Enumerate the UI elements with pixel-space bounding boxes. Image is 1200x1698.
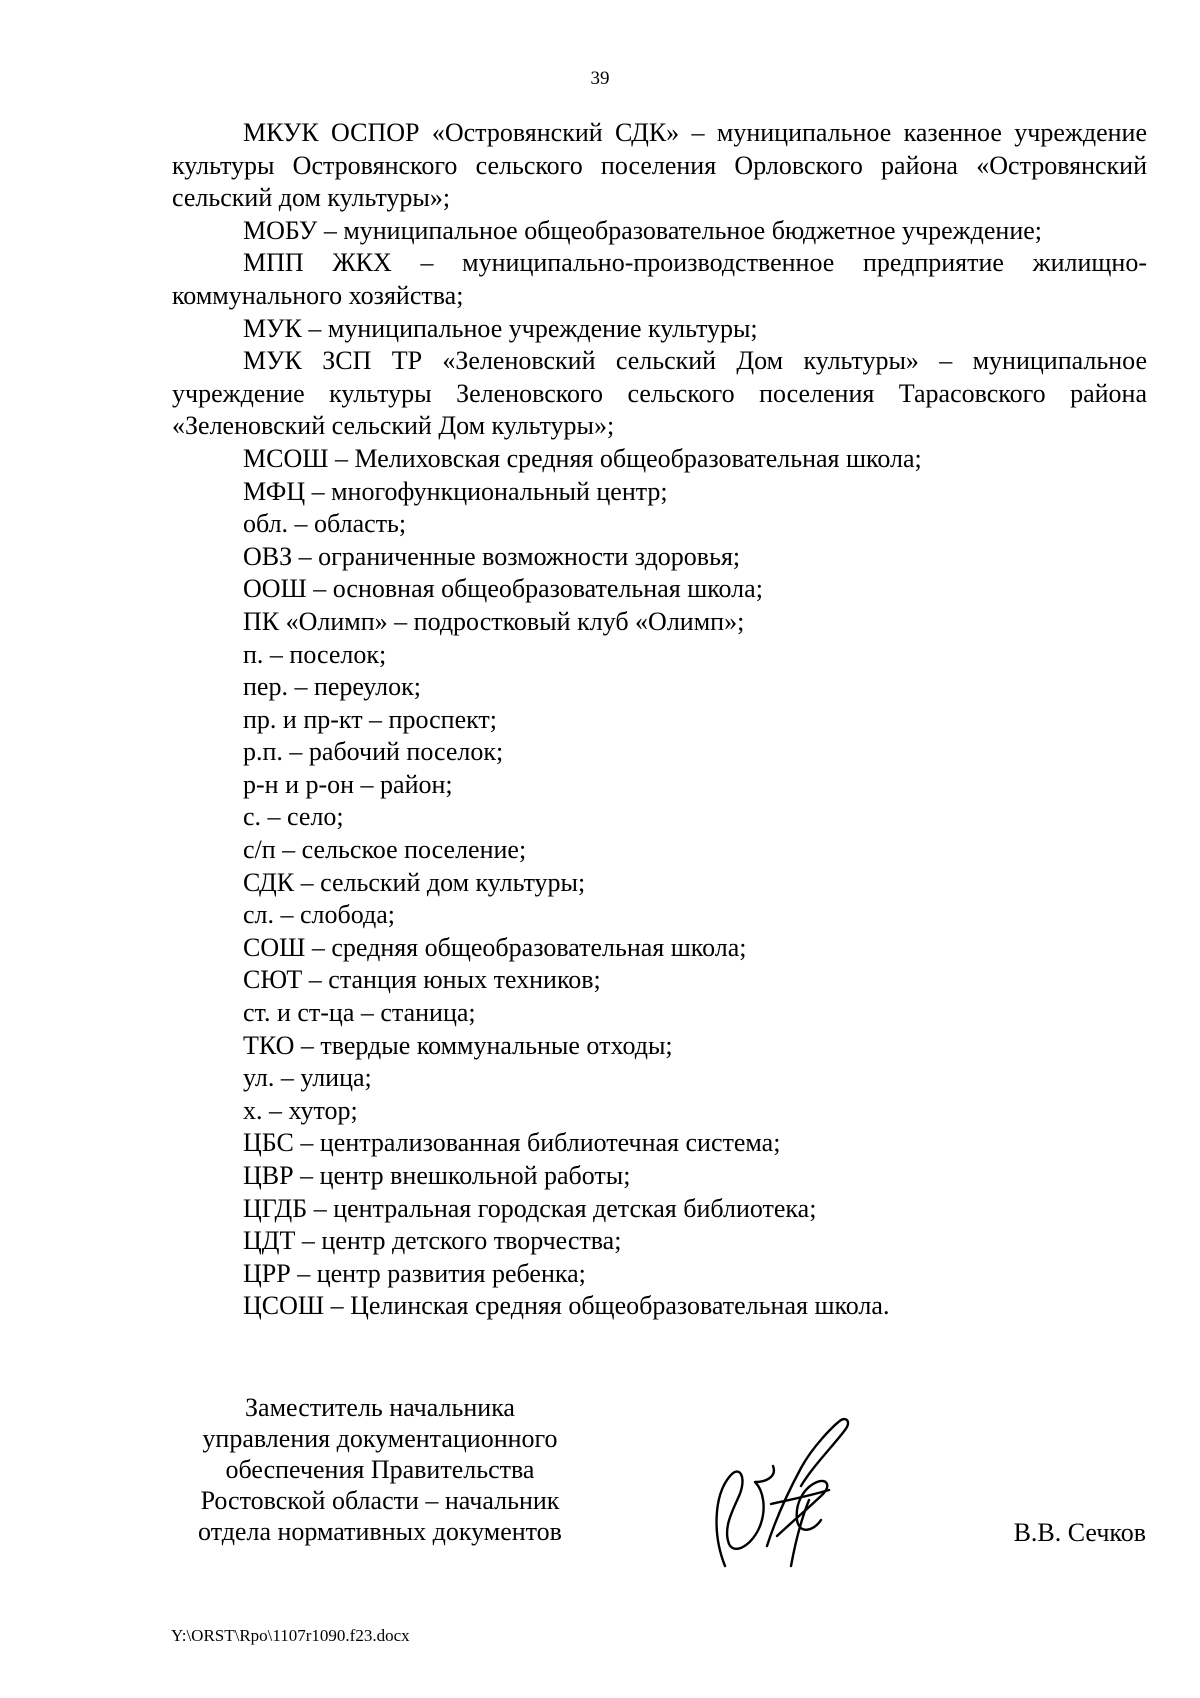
abbreviation-entry: пер. – переулок;	[243, 672, 421, 702]
abbreviation-entry: р.п. – рабочий поселок;	[243, 737, 504, 767]
signatory-title-line: обеспечения Правительства	[225, 1455, 535, 1484]
abbreviation-entry: СОШ – средняя общеобразовательная школа;	[243, 932, 747, 962]
abbreviation-entry: МУК – муниципальное учреждение культуры;	[243, 313, 758, 343]
abbreviation-entry: обл. – область;	[243, 509, 407, 539]
handwritten-signature	[705, 1416, 855, 1571]
abbreviation-entry: МФЦ – многофункциональный центр;	[243, 476, 668, 506]
abbreviation-entry: ПК «Олимп» – подростковый клуб «Олимп»;	[243, 606, 745, 636]
abbreviation-entry: МСОШ – Мелиховская средняя общеобразовательная школа;	[243, 443, 922, 473]
abbreviation-entry: ул. – улица;	[243, 1063, 372, 1093]
abbreviation-entry: пр. и пр-кт – проспект;	[243, 704, 497, 734]
abbreviation-entry: ЦБС – централизованная библиотечная система;	[243, 1128, 781, 1158]
signatory-title	[160, 1392, 600, 1547]
abbreviation-entry: п. – поселок;	[243, 639, 387, 669]
abbreviation-entry: ЦГДБ – центральная городская детская библиотека;	[243, 1193, 817, 1223]
abbreviation-entry: ЦДТ – центр детского творчества;	[243, 1226, 622, 1256]
signatory-title-line: Заместитель начальника	[245, 1393, 515, 1422]
abbreviation-entry: х. – хутор;	[243, 1095, 358, 1125]
abbreviation-entry: СЮТ – станция юных техников;	[243, 965, 601, 995]
abbreviation-list	[172, 117, 1147, 1323]
abbreviation-entry: ОВЗ – ограниченные возможности здоровья;	[243, 541, 741, 571]
abbreviation-entry: р-н и р-он – район;	[243, 769, 453, 799]
page-number: 39	[590, 68, 610, 89]
abbreviation-entry: МКУК ОСПОР «Островянский СДК» – муниципальное казенное учреждение культуры Островянского сельского поселения Орловского района «Островянский сельский дом культуры»;	[172, 118, 1147, 213]
abbreviation-entry: ЦРР – центр развития ребенка;	[243, 1258, 586, 1288]
abbreviation-entry: МУК ЗСП ТР «Зеленовский сельский Дом культуры» – муниципальное учреждение культуры Зеленовского сельского поселения Тарасовского района «Зеленовский сельский Дом культуры»;	[172, 346, 1147, 441]
signer-name: В.В. Сечков	[1013, 1518, 1146, 1547]
abbreviation-entry: с. – село;	[243, 802, 344, 832]
abbreviation-entry: ЦВР – центр внешкольной работы;	[243, 1161, 631, 1190]
abbreviation-entry: МОБУ – муниципальное общеобразовательное бюджетное учреждение;	[243, 215, 1042, 245]
abbreviation-entry: с/п – сельское поселение;	[243, 835, 527, 865]
abbreviation-entry: СДК – сельский дом культуры;	[243, 867, 586, 897]
signatory-title-line: отдела нормативных документов	[198, 1517, 562, 1546]
file-path: Y:\ORST\Rpo\1107r1090.f23.docx	[171, 1626, 410, 1645]
signatory-title-line: управления документационного	[202, 1424, 558, 1453]
abbreviation-entry: ЦСОШ – Целинская средняя общеобразовательная школа.	[243, 1291, 890, 1321]
abbreviation-entry: сл. – слобода;	[243, 900, 396, 930]
abbreviation-entry: ТКО – твердые коммунальные отходы;	[243, 1030, 673, 1060]
abbreviation-entry: МПП ЖКХ – муниципально-производственное предприятие жилищно-коммунального хозяйства;	[172, 248, 1147, 310]
abbreviation-entry: ст. и ст-ца – станица;	[243, 998, 476, 1028]
abbreviation-entry: ООШ – основная общеобразовательная школа;	[243, 574, 763, 604]
signatory-title-line: Ростовской области – начальник	[200, 1486, 560, 1515]
